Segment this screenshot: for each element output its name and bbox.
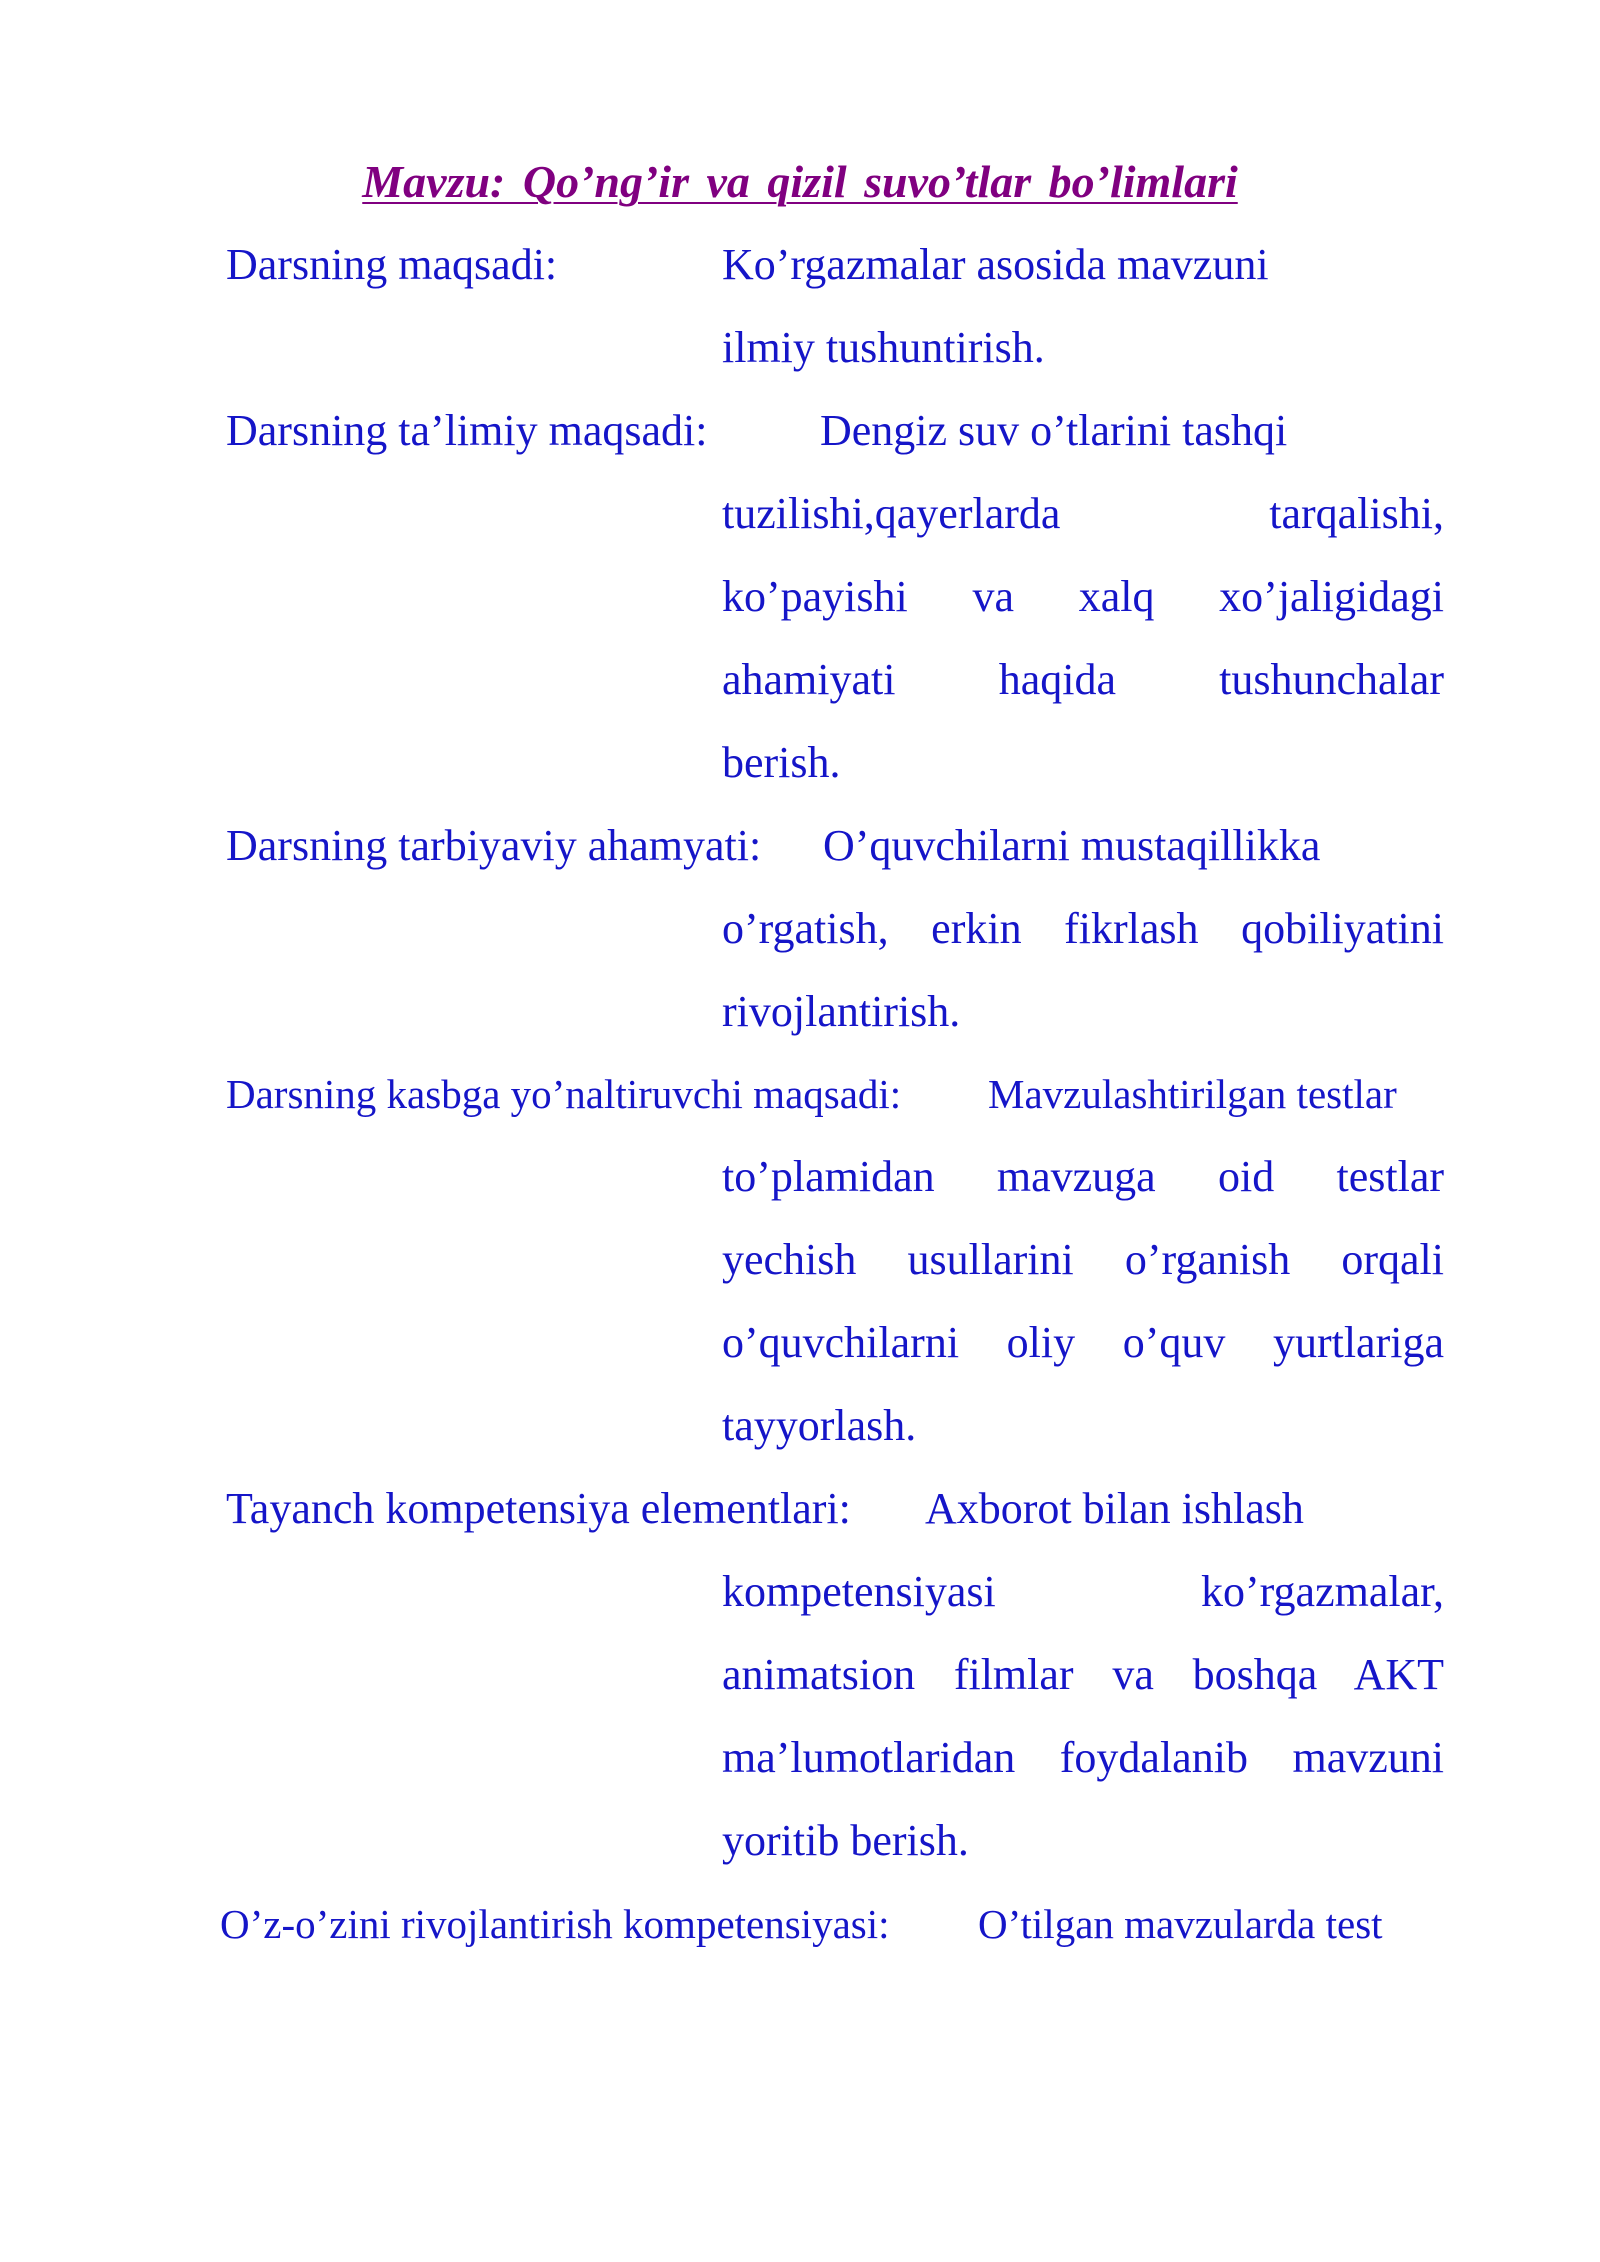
section-text-line: ko’payishi va xalq xo’jaligidagi (722, 572, 1444, 621)
section-text-line: ma’lumotlaridan foydalanib mavzuni (722, 1733, 1444, 1782)
section-text-line: berish. (722, 738, 841, 787)
section-text-line: to’plamidan mavzuga oid testlar (722, 1152, 1444, 1201)
section-text-line: Dengiz suv o’tlarini tashqi (820, 406, 1288, 455)
section-text-line: O’tilgan mavzularda test (978, 1901, 1383, 1947)
section-text-line: O’quvchilarni mustaqillikka (823, 821, 1321, 870)
section-text-line: kompetensiyasi ko’rgazmalar, (722, 1567, 1444, 1616)
section-label-maqsadi: Darsning maqsadi: (226, 240, 558, 289)
section-text-line: rivojlantirish. (722, 987, 961, 1036)
section-text-line: tayyorlash. (722, 1401, 917, 1450)
section-text-line: Axborot bilan ishlash (925, 1484, 1304, 1533)
section-text-line: yoritib berish. (722, 1816, 969, 1865)
section-text-line: tuzilishi,qayerlarda tarqalishi, (722, 489, 1444, 538)
section-text-line: Ko’rgazmalar asosida mavzuni (722, 240, 1269, 289)
section-text-line: ilmiy tushuntirish. (722, 323, 1045, 372)
section-text-line: yechish usullarini o’rganish orqali (722, 1235, 1444, 1284)
page-title: Mavzu: Qo’ng’ir va qizil suvo’tlar bo’limlari (362, 156, 1238, 207)
section-label-rivojlantirish: O’z-o’zini rivojlantirish kompetensiyasi: (220, 1901, 890, 1947)
section-text-line: ahamiyati haqida tushunchalar (722, 655, 1444, 704)
section-label-kasbga: Darsning kasbga yo’naltiruvchi maqsadi: (226, 1071, 902, 1117)
section-label-tayanch: Tayanch kompetensiya elementlari: (226, 1484, 851, 1533)
section-text-line: o’rgatish, erkin fikrlash qobiliyatini (722, 904, 1444, 953)
section-label-talimiy: Darsning ta’limiy maqsadi: (226, 406, 708, 455)
section-text-line: animatsion filmlar va boshqa AKT (722, 1650, 1444, 1699)
section-text-line: Mavzulashtirilgan testlar (988, 1071, 1397, 1117)
section-text-line: o’quvchilarni oliy o’quv yurtlariga (722, 1318, 1444, 1367)
section-label-tarbiyaviy: Darsning tarbiyaviy ahamyati: (226, 821, 762, 870)
